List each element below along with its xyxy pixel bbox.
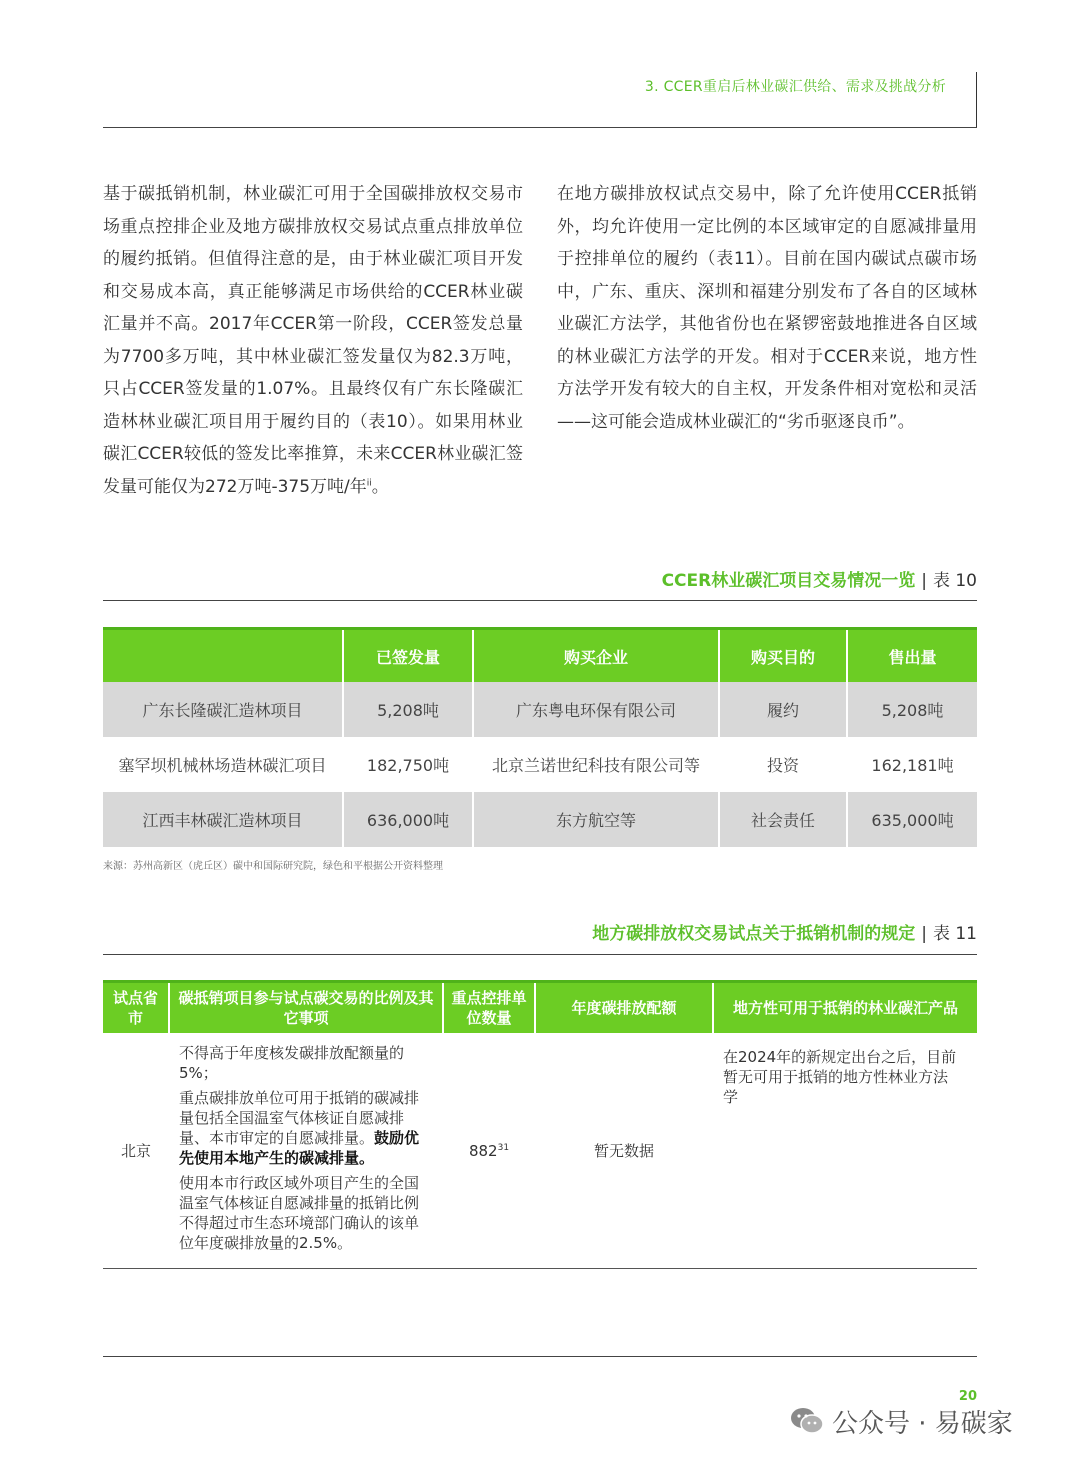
issued-cell: 182,750吨 (343, 737, 473, 792)
table-10-title: CCER林业碳汇项目交易情况一览 (661, 571, 916, 591)
purpose-cell: 履约 (719, 682, 847, 737)
buyer-cell: 广东粤电环保有限公司 (473, 682, 719, 737)
watermark (790, 1403, 1013, 1443)
buyer-cell: 北京兰诺世纪科技有限公司等 (473, 737, 719, 792)
page-number: 20 (958, 1389, 977, 1404)
table-11-caption-rule (103, 954, 977, 955)
header-cell-project (103, 629, 343, 683)
caption-separator: | (921, 571, 927, 591)
project-cell: 塞罕坝机械林场造林碳汇项目 (103, 737, 343, 792)
header-cell-purpose: 购买目的 (719, 629, 847, 683)
table-header-row (103, 629, 977, 683)
sold-cell: 635,000吨 (847, 792, 977, 847)
table-11-title: 地方碳排放权交易试点关于抵销机制的规定 (592, 924, 916, 944)
offset-rules-cell (169, 1033, 443, 1269)
offset-rules-text (169, 1043, 443, 1253)
rule-emphasis: 鼓励优先使用本地产生的碳减排量。 (179, 1129, 420, 1167)
footer-rule (103, 1356, 977, 1357)
buyer-cell: 东方航空等 (473, 792, 719, 847)
footnote-marker: ii (366, 477, 372, 488)
project-cell: 广东长隆碳汇造林项目 (103, 682, 343, 737)
wechat-icon (790, 1406, 824, 1443)
table-10-caption (662, 566, 977, 591)
sold-cell: 5,208吨 (847, 682, 977, 737)
table-row (103, 792, 977, 847)
footnote-marker: 31 (497, 1142, 510, 1153)
table-row (103, 1033, 977, 1269)
project-cell: 江西丰林碳汇造林项目 (103, 792, 343, 847)
header-divider (976, 72, 977, 128)
issued-cell: 636,000吨 (343, 792, 473, 847)
header-cell-products: 地方性可用于抵销的林业碳汇产品 (713, 982, 977, 1034)
table-10-label: 表 10 (932, 571, 977, 591)
header-cell-city: 试点省市 (103, 982, 169, 1034)
running-header-title: 3. CCER重启后林业碳汇供给、需求及挑战分析 (644, 79, 946, 95)
body-paragraph-left-end: 。 (371, 476, 389, 497)
body-paragraph-left-text: 基于碳抵销机制，林业碳汇可用于全国碳排放权交易市场重点控排企业及地方碳排放权交易试点重点排放单位的履约抵销。但值得注意的是，由于林业碳汇项目开发和交易成本高，真正能够满足市场供给的CCER林业碳汇量并不高。2017年CCER第一阶段，CCER签发总量为7700多万吨，其中林业碳汇签发量仅为82.3万吨，只占CCER签发量的1.07%。且最终仅有广东长隆碳汇造林林业碳汇项目用于履约目的（表10）。如果用林业碳汇CCER较低的签发比率推算，未来CCER林业碳汇签发量可能仅为272万吨-375万吨/年 (103, 184, 523, 497)
header-cell-units: 重点控排单位数量 (443, 982, 535, 1034)
header-cell-quota: 年度碳排放配额 (535, 982, 713, 1034)
table-11-label: 表 11 (932, 924, 977, 944)
table-11 (103, 980, 977, 1269)
table-10 (103, 627, 977, 847)
header-cell-offset-rules: 碳抵销项目参与试点碳交易的比例及其它事项 (169, 982, 443, 1034)
table-row (103, 682, 977, 737)
caption-separator: | (921, 924, 927, 944)
body-paragraph-right: 在地方碳排放权试点交易中，除了允许使用CCER抵销外，均允许使用一定比例的本区域审定的自愿减排量用于控排单位的履约（表11）。目前在国内碳试点碳市场中，广东、重庆、深圳和福建分别发布了各自的区域林业碳汇方法学，其他省份也在紧锣密鼓地推进各自区域的林业碳汇方法学的开发。相对于CCER来说，地方性方法学开发有较大的自主权，开发条件相对宽松和灵活——这可能会造成林业碳汇的“劣币驱逐良币”。 (557, 184, 977, 432)
products-cell (713, 1033, 977, 1269)
table-row (103, 737, 977, 792)
units-value: 882 (468, 1141, 498, 1160)
table-header-row (103, 982, 977, 1034)
units-cell (443, 1033, 535, 1269)
purpose-cell: 投资 (719, 737, 847, 792)
table-10-caption-rule (103, 600, 977, 601)
rule-item (179, 1088, 431, 1168)
purpose-cell: 社会责任 (719, 792, 847, 847)
city-cell: 北京 (103, 1033, 169, 1269)
header-cell-issued: 已签发量 (343, 629, 473, 683)
issued-cell: 5,208吨 (343, 682, 473, 737)
header-rule (103, 127, 977, 128)
sold-cell: 162,181吨 (847, 737, 977, 792)
rule-item: 使用本市行政区域外项目产生的全国温室气体核证自愿减排量的抵销比例不得超过市生态环境部门确认的该单位年度碳排放量的2.5%。 (179, 1174, 420, 1252)
header-cell-buyer: 购买企业 (473, 629, 719, 683)
quota-cell: 暂无数据 (535, 1033, 713, 1269)
watermark-text: 公众号 · 易碳家 (832, 1409, 1013, 1439)
products-text: 在2024年的新规定出台之后，目前暂无可用于抵销的地方性林业方法学 (723, 1048, 957, 1106)
body-paragraph-left (103, 178, 523, 503)
table-10-source-note: 来源：苏州高新区（虎丘区）碳中和国际研究院，绿色和平根据公开资料整理 (103, 861, 443, 872)
rule-item: 不得高于年度核发碳排放配额量的5%； (179, 1044, 405, 1082)
rule-text: 重点碳排放单位可用于抵销的碳减排量包括全国温室气体核证自愿减排量、本市审定的自愿减排量。 (179, 1089, 420, 1147)
header-cell-sold: 售出量 (847, 629, 977, 683)
table-11-caption (592, 919, 977, 944)
